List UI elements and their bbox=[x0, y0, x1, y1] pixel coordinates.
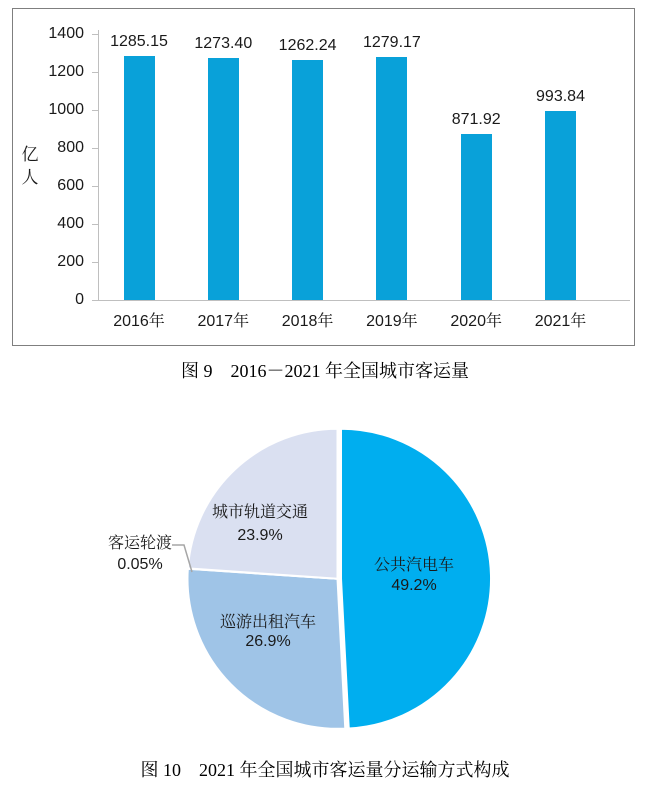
x-axis-label-2017年: 2017年 bbox=[197, 313, 250, 330]
bar-2016年 bbox=[124, 56, 155, 300]
y-tick-label: 1000 bbox=[48, 101, 84, 118]
pie-label-ferry: 客运轮渡 bbox=[107, 535, 172, 552]
figure10-caption: 图 10 2021 年全国城市客运量分运输方式构成 bbox=[140, 760, 510, 780]
figure9-caption: 图 9 2016－2021 年全国城市客运量 bbox=[181, 361, 469, 381]
bar-value-label-2020年: 871.92 bbox=[451, 111, 501, 129]
y-tick-label: 1200 bbox=[48, 63, 84, 80]
y-tick-mark bbox=[92, 148, 98, 149]
bar-2020年 bbox=[461, 134, 492, 300]
pie-label-bus-trolley: 公共汽电车 bbox=[373, 557, 454, 574]
y-tick-mark bbox=[92, 72, 98, 73]
bar-value-label-2017年: 1273.40 bbox=[194, 35, 253, 53]
x-axis-line bbox=[98, 300, 630, 301]
y-tick-label: 400 bbox=[57, 215, 84, 232]
bar-value-label-2019年: 1279.17 bbox=[362, 34, 421, 51]
y-tick-mark bbox=[92, 186, 98, 187]
x-axis-label-2021年: 2021年 bbox=[534, 313, 587, 330]
y-tick-label: 200 bbox=[57, 253, 84, 270]
x-axis-label-2016年: 2016年 bbox=[113, 313, 165, 330]
y-tick-mark bbox=[92, 262, 98, 263]
bar-value-label-2016年: 1285.15 bbox=[110, 32, 168, 50]
pie-pct-taxi: 26.9% bbox=[245, 633, 291, 650]
pie-label-taxi: 巡游出租汽车 bbox=[219, 614, 316, 631]
y-tick-label: 800 bbox=[57, 139, 84, 156]
bar-2017年 bbox=[208, 58, 239, 300]
bar-2019年 bbox=[376, 57, 407, 300]
x-axis-label-2018年: 2018年 bbox=[281, 313, 334, 330]
y-tick-mark bbox=[92, 300, 98, 301]
bar-value-label-2018年: 1262.24 bbox=[278, 37, 337, 55]
y-axis-line bbox=[98, 30, 99, 301]
y-axis-unit-label: 亿人 bbox=[21, 145, 39, 187]
x-axis-label-2019年: 2019年 bbox=[366, 313, 418, 330]
y-tick-label: 0 bbox=[75, 291, 84, 308]
x-axis-label-2020年: 2020年 bbox=[450, 313, 502, 330]
y-tick-label: 600 bbox=[57, 177, 84, 194]
bar-chart-frame bbox=[12, 8, 635, 346]
pie-pct-ferry: 0.05% bbox=[117, 556, 163, 573]
pie-label-urban-rail: 城市轨道交通 bbox=[211, 504, 308, 521]
bar-value-label-2021年: 993.84 bbox=[536, 88, 585, 106]
y-tick-mark bbox=[92, 110, 98, 111]
pie-pct-bus-trolley: 49.2% bbox=[391, 577, 437, 594]
y-tick-label: 1400 bbox=[48, 25, 84, 42]
bar-2018年 bbox=[292, 60, 323, 300]
pie-pct-urban-rail: 23.9% bbox=[237, 527, 283, 544]
y-tick-mark bbox=[92, 224, 98, 225]
bar-2021年 bbox=[545, 111, 576, 300]
